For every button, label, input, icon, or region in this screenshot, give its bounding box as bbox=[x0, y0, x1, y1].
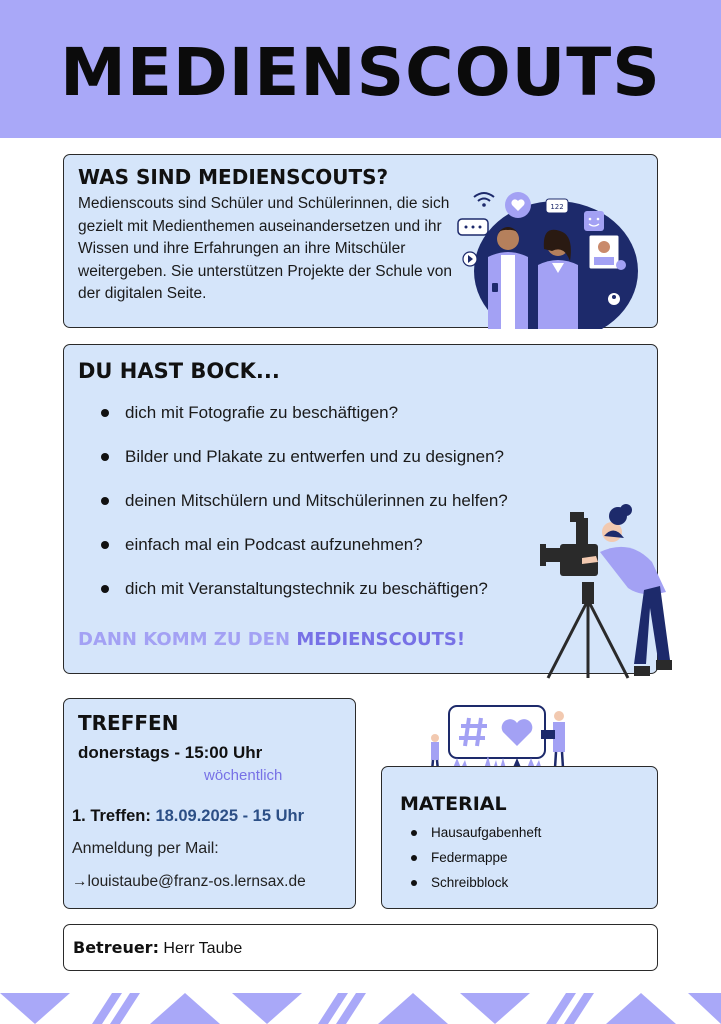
list-item: Bilder und Plakate zu entwerfen und zu designen? bbox=[100, 447, 508, 467]
first-meeting bbox=[72, 807, 304, 826]
list-item: dich mit Veranstaltungstechnik zu beschäftigen? bbox=[100, 579, 508, 599]
camera-operator-illustration bbox=[530, 500, 690, 685]
list-item: einfach mal ein Podcast aufzunehmen? bbox=[100, 535, 508, 555]
list-item: Federmappe bbox=[410, 850, 541, 866]
chat-bubble-icon bbox=[458, 219, 488, 235]
play-icon bbox=[463, 252, 477, 266]
supervisor-section bbox=[63, 924, 658, 971]
meeting-section bbox=[63, 698, 356, 909]
header-banner bbox=[0, 0, 721, 138]
material-section bbox=[381, 766, 658, 909]
heart-icon bbox=[505, 192, 531, 218]
page-title: MEDIENSCOUTS bbox=[60, 34, 661, 111]
wifi-icon bbox=[474, 193, 494, 207]
supervisor-name: Herr Taube bbox=[158, 940, 243, 957]
registration-email[interactable]: →louistaube@franz-os.lernsax.de bbox=[72, 873, 306, 890]
meeting-time: donerstags - 15:00 Uhr bbox=[78, 743, 263, 762]
camera-icon bbox=[540, 512, 598, 576]
social-media-people-illustration bbox=[456, 189, 646, 329]
supervisor-label: Betreuer: bbox=[73, 938, 159, 957]
list-item: deinen Mitschülern und Mitschülerinnen zu helfen? bbox=[100, 491, 508, 511]
list-item: Schreibblock bbox=[410, 875, 541, 891]
about-text: Medienscouts sind Schüler und Schülerinnen, die sich gezielt mit Medienthemen auseinandersetzen und ihr Wissen und ihre Erfahrungen an ihre Mitschüler weitergeben. Sie unterstützen Projekte der Schule von der digitalen Seite. bbox=[78, 195, 452, 302]
interests-title: DU HAST BOCK... bbox=[78, 359, 280, 383]
first-meeting-label: 1. Treffen: bbox=[72, 807, 156, 825]
material-title: MATERIAL bbox=[400, 793, 507, 815]
meeting-title: TREFFEN bbox=[78, 711, 179, 735]
first-meeting-date: 18.09.2025 - 15 Uhr bbox=[155, 807, 305, 825]
cta-highlight: MEDIENSCOUTS! bbox=[296, 629, 466, 650]
user-icon bbox=[608, 293, 620, 305]
about-section bbox=[63, 154, 658, 328]
smiley-icon bbox=[584, 211, 604, 231]
notification-badge bbox=[546, 199, 568, 213]
interests-list bbox=[100, 403, 508, 623]
meeting-frequency: wöchentlich bbox=[204, 767, 283, 784]
footer-pattern bbox=[0, 985, 721, 1024]
svg-text:122: 122 bbox=[550, 203, 564, 211]
camera-person bbox=[582, 504, 672, 676]
supervisor-line bbox=[73, 938, 242, 958]
list-item: dich mit Fotografie zu beschäftigen? bbox=[100, 403, 508, 423]
list-item: Hausaufgabenheft bbox=[410, 825, 541, 841]
registration-text: Anmeldung per Mail: bbox=[72, 840, 219, 857]
material-list bbox=[410, 825, 541, 900]
tripod bbox=[548, 582, 628, 678]
call-to-action bbox=[78, 629, 465, 650]
cta-prefix: DANN KOMM ZU DEN bbox=[78, 629, 297, 650]
about-title: WAS SIND MEDIENSCOUTS? bbox=[78, 165, 389, 189]
